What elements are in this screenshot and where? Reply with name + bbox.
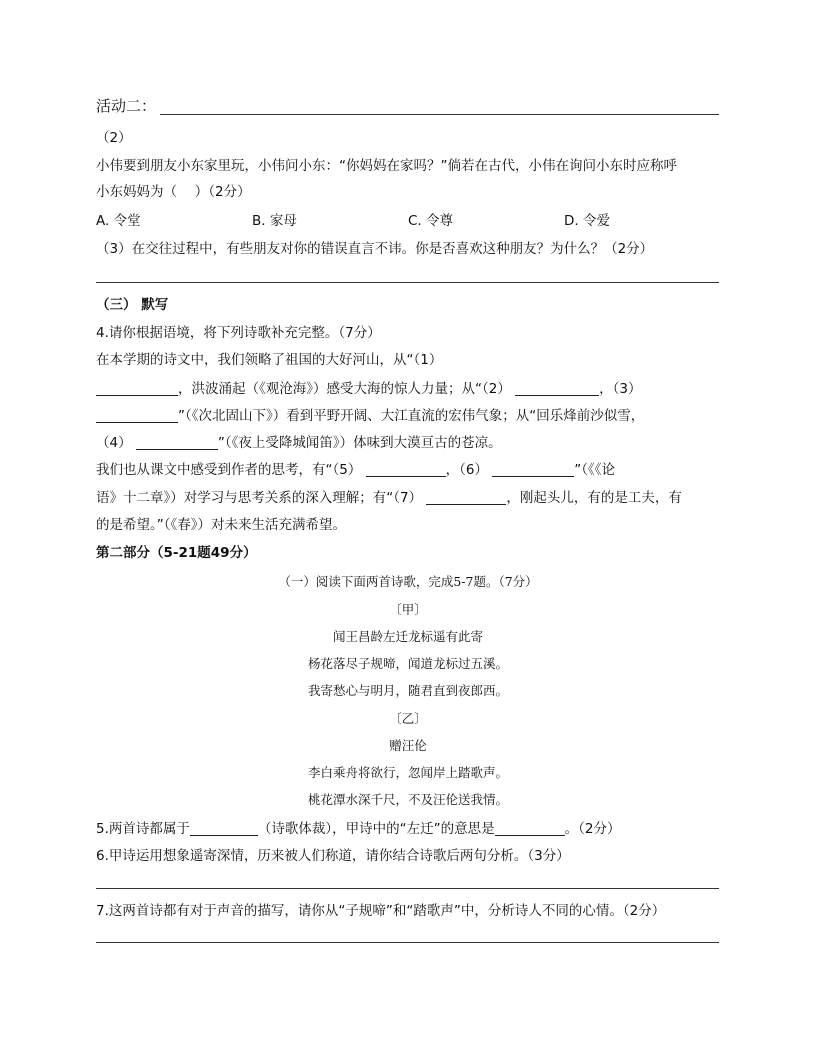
q6-stem: 6.甲诗运用想象遥寄深情，历来被人们称道，请你结合诗歌后两句分析。（3分） [96, 848, 570, 864]
poem-a-marker: 〔甲〕 [389, 602, 427, 617]
blank-5[interactable] [366, 462, 446, 477]
q5-text-b: （诗歌体裁），甲诗中的“左迁”的意思是 [257, 821, 495, 837]
poem-a-line2: 我寄愁心与明月，随君直到夜郎西。 [307, 683, 508, 698]
blank-3[interactable] [96, 408, 178, 423]
q4-line6 [96, 489, 682, 507]
q4-line5-text-a: 我们也从课文中感受到作者的思考，有“（5） [96, 462, 362, 478]
blank-4[interactable] [136, 435, 218, 450]
q7-stem: 7.这两首诗都有对于声音的描写，请你从“子规啼”和“踏歌声”中，分析诗人不同的心情。（2分） [96, 903, 666, 919]
q5-text-a: 5.两首诗都属于 [96, 821, 190, 837]
q4-line2-text-a: ，洪波涌起（《观沧海》）感受大海的惊人力量；从“（2） [178, 381, 511, 397]
q2-stem-line2: 小东妈妈为（ ）（2分） [96, 184, 251, 200]
q4-line5-text-c: ”（《《论 [574, 462, 616, 478]
q5-blank-genre[interactable] [190, 821, 258, 836]
poem-b-line1: 李白乘舟将欲行，忽闻岸上踏歌声。 [307, 765, 508, 780]
poem-b-line2: 桃花潭水深千尺，不及汪伦送我情。 [307, 792, 508, 807]
q4-line3 [96, 407, 644, 425]
q4-line3-text: ”（《次北固山下》）看到平野开阔、大江直流的宏伟气象；从“回乐烽前沙似雪， [178, 408, 645, 424]
q4-line7: 的是希望。”（《春》）对未来生活充满希望。 [96, 517, 346, 533]
q4-line4 [96, 434, 502, 452]
q7-answer-line[interactable] [96, 942, 719, 943]
q2-option-a[interactable]: A. 令堂 [96, 213, 141, 229]
q5-line [96, 820, 620, 838]
q4-title: 4.请你根据语境，将下列诗歌补充完整。（7分） [96, 325, 381, 341]
part2-heading: 第二部分（5-21题49分） [96, 545, 257, 561]
blank-1[interactable] [96, 381, 178, 396]
poem-b-marker: 〔乙〕 [389, 711, 427, 726]
q5-blank-meaning[interactable] [495, 821, 565, 836]
q4-line6-text-b: ，刚起头儿，有的是工夫，有 [506, 490, 682, 506]
q4-line4-text-b: ”（《夜上受降城闻笛》）体味到大漠亘古的苍凉。 [217, 435, 502, 451]
q4-line5 [96, 461, 615, 479]
q2-option-c[interactable]: C. 令尊 [408, 213, 454, 229]
q3-stem: （3）在交往过程中，有些朋友对你的错误直言不讳。你是否喜欢这种朋友？为什么？（2分） [96, 241, 654, 257]
q2-option-b[interactable]: B. 家母 [252, 213, 297, 229]
blank-6[interactable] [492, 462, 574, 477]
section3-heading: （三） 默写 [96, 297, 169, 313]
activity2-answer-line[interactable] [160, 114, 719, 115]
q2-option-d[interactable]: D. 令爱 [564, 213, 610, 229]
q2-stem-line1: 小伟要到朋友小东家里玩，小伟问小东：“你妈妈在家吗？”倘若在古代，小伟在询问小东时应称呼 [96, 158, 677, 174]
q5-text-c: 。（2分） [564, 821, 621, 837]
activity2-label: 活动二： [96, 97, 157, 115]
q4-line5-text-b: ，（6） [445, 462, 488, 478]
q4-line6-text-a: 语》十二章》）对学习与思考关系的深入理解；有“（7） [96, 490, 423, 506]
poem-b-title: 赠汪伦 [389, 738, 427, 753]
blank-2[interactable] [515, 381, 599, 396]
q4-line2 [96, 380, 641, 398]
q3-answer-line[interactable] [96, 282, 719, 283]
q4-line1: 在本学期的诗文中，我们领略了祖国的大好河山，从“（1） [96, 352, 443, 368]
blank-7[interactable] [426, 490, 506, 505]
poem-a-line1: 杨花落尽子规啼，闻道龙标过五溪。 [307, 656, 508, 671]
q2-number: （2） [96, 130, 132, 146]
reading-intro: （一）阅读下面两首诗歌，完成5-7题。（7分） [278, 574, 538, 589]
q4-line4-text-a: （4） [96, 435, 132, 451]
poem-a-title: 闻王昌龄左迁龙标遥有此寄 [332, 629, 483, 644]
q4-line2-text-b: ，（3） [599, 381, 642, 397]
q6-answer-line[interactable] [96, 888, 719, 889]
